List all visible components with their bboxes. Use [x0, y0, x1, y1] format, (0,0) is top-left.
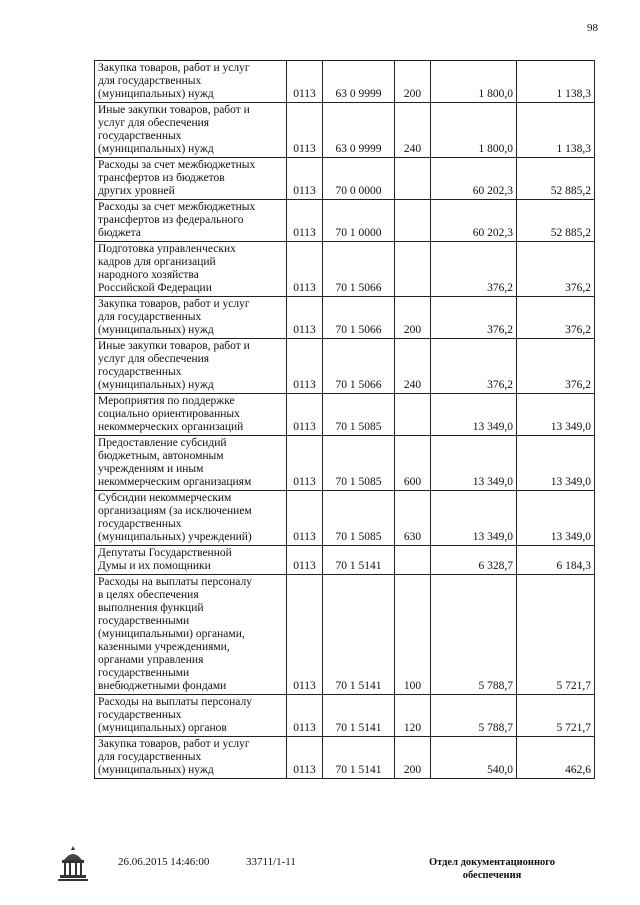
row-section: 0113: [287, 575, 323, 695]
row-plan-amount: 1 800,0: [431, 103, 517, 158]
row-code: 70 1 5141: [323, 575, 395, 695]
table-row: [95, 695, 595, 737]
row-expense-type: 200: [395, 61, 431, 103]
row-expense-type: 200: [395, 737, 431, 779]
row-plan-amount: 5 788,7: [431, 575, 517, 695]
row-name: Иные закупки товаров, работ и услуг для обеспечения государственных (муниципальных) нужд: [95, 103, 287, 158]
row-name: Расходы за счет межбюджетных трансфертов из бюджетов других уровней: [95, 158, 287, 200]
row-expense-type: [395, 242, 431, 297]
row-plan-amount: 13 349,0: [431, 436, 517, 491]
row-actual-amount: 52 885,2: [517, 200, 595, 242]
row-actual-amount: 376,2: [517, 297, 595, 339]
table-row: [95, 297, 595, 339]
row-plan-amount: 1 800,0: [431, 61, 517, 103]
row-expense-type: 240: [395, 103, 431, 158]
row-section: 0113: [287, 394, 323, 436]
row-section: 0113: [287, 339, 323, 394]
row-actual-amount: 13 349,0: [517, 436, 595, 491]
row-actual-amount: 1 138,3: [517, 61, 595, 103]
row-actual-amount: 376,2: [517, 339, 595, 394]
page-number: 98: [587, 22, 598, 34]
row-code: 70 1 5085: [323, 394, 395, 436]
row-name: Иные закупки товаров, работ и услуг для обеспечения государственных (муниципальных) нужд: [95, 339, 287, 394]
table-row: [95, 200, 595, 242]
row-expense-type: 100: [395, 575, 431, 695]
row-expense-type: 600: [395, 436, 431, 491]
row-section: 0113: [287, 436, 323, 491]
table-row: [95, 546, 595, 575]
row-expense-type: 120: [395, 695, 431, 737]
row-code: 70 1 0000: [323, 200, 395, 242]
table-row: [95, 737, 595, 779]
row-expense-type: 240: [395, 339, 431, 394]
row-plan-amount: 60 202,3: [431, 200, 517, 242]
row-code: 70 1 5066: [323, 297, 395, 339]
row-name: Закупка товаров, работ и услуг для государственных (муниципальных) нужд: [95, 61, 287, 103]
row-plan-amount: 13 349,0: [431, 491, 517, 546]
row-actual-amount: 13 349,0: [517, 491, 595, 546]
row-actual-amount: 6 184,3: [517, 546, 595, 575]
footer-doc-number: 33711/1-11: [246, 856, 296, 868]
row-name: Мероприятия по поддержке социально ориентированных некоммерческих организаций: [95, 394, 287, 436]
row-actual-amount: 5 721,7: [517, 695, 595, 737]
row-name: Закупка товаров, работ и услуг для государственных (муниципальных) нужд: [95, 297, 287, 339]
row-expense-type: [395, 546, 431, 575]
row-section: 0113: [287, 297, 323, 339]
row-name: Закупка товаров, работ и услуг для государственных (муниципальных) нужд: [95, 737, 287, 779]
duma-emblem-icon: [56, 844, 90, 884]
row-plan-amount: 540,0: [431, 737, 517, 779]
row-section: 0113: [287, 61, 323, 103]
footer-datetime: 26.06.2015 14:46:00: [118, 856, 210, 868]
row-plan-amount: 5 788,7: [431, 695, 517, 737]
row-section: 0113: [287, 158, 323, 200]
table-row: [95, 339, 595, 394]
row-plan-amount: 60 202,3: [431, 158, 517, 200]
row-code: 70 1 5141: [323, 737, 395, 779]
row-expense-type: [395, 158, 431, 200]
table-row: [95, 436, 595, 491]
row-plan-amount: 376,2: [431, 242, 517, 297]
row-name: Расходы на выплаты персоналу государственных (муниципальных) органов: [95, 695, 287, 737]
row-section: 0113: [287, 737, 323, 779]
row-section: 0113: [287, 491, 323, 546]
row-section: 0113: [287, 200, 323, 242]
row-expense-type: [395, 394, 431, 436]
budget-table: [94, 60, 595, 779]
row-actual-amount: 5 721,7: [517, 575, 595, 695]
row-section: 0113: [287, 103, 323, 158]
row-code: 70 1 5085: [323, 491, 395, 546]
row-code: 70 1 5085: [323, 436, 395, 491]
row-name: Расходы на выплаты персоналу в целях обеспечения выполнения функций государственными (муниципальными) органами, казенными учреждениями, органами управления государственными внебюджетными фондами: [95, 575, 287, 695]
row-actual-amount: 1 138,3: [517, 103, 595, 158]
row-actual-amount: 13 349,0: [517, 394, 595, 436]
row-name: Предоставление субсидий бюджетным, автономным учреждениям и иным некоммерческим организациям: [95, 436, 287, 491]
row-code: 70 1 5066: [323, 242, 395, 297]
row-section: 0113: [287, 695, 323, 737]
table-row: [95, 158, 595, 200]
row-plan-amount: 6 328,7: [431, 546, 517, 575]
table-row: [95, 575, 595, 695]
row-name: Расходы за счет межбюджетных трансфертов из федерального бюджета: [95, 200, 287, 242]
row-plan-amount: 13 349,0: [431, 394, 517, 436]
row-code: 70 1 5066: [323, 339, 395, 394]
row-actual-amount: 462,6: [517, 737, 595, 779]
row-expense-type: [395, 200, 431, 242]
row-plan-amount: 376,2: [431, 339, 517, 394]
table-row: [95, 103, 595, 158]
row-name: Депутаты Государственной Думы и их помощники: [95, 546, 287, 575]
row-name: Подготовка управленческих кадров для организаций народного хозяйства Российской Федерации: [95, 242, 287, 297]
table-row: [95, 61, 595, 103]
row-code: 63 0 9999: [323, 61, 395, 103]
row-code: 70 1 5141: [323, 695, 395, 737]
row-section: 0113: [287, 546, 323, 575]
row-actual-amount: 52 885,2: [517, 158, 595, 200]
footer-department: [412, 856, 572, 882]
table-row: [95, 394, 595, 436]
table-row: [95, 242, 595, 297]
row-section: 0113: [287, 242, 323, 297]
row-name: Субсидии некоммерческим организациям (за исключением государственных (муниципальных) учреждений): [95, 491, 287, 546]
row-plan-amount: 376,2: [431, 297, 517, 339]
row-code: 70 1 5141: [323, 546, 395, 575]
row-code: 63 0 9999: [323, 103, 395, 158]
row-expense-type: 630: [395, 491, 431, 546]
table-row: [95, 491, 595, 546]
row-code: 70 0 0000: [323, 158, 395, 200]
row-actual-amount: 376,2: [517, 242, 595, 297]
department-text: Отдел документационного обеспечения: [428, 857, 556, 881]
row-expense-type: 200: [395, 297, 431, 339]
